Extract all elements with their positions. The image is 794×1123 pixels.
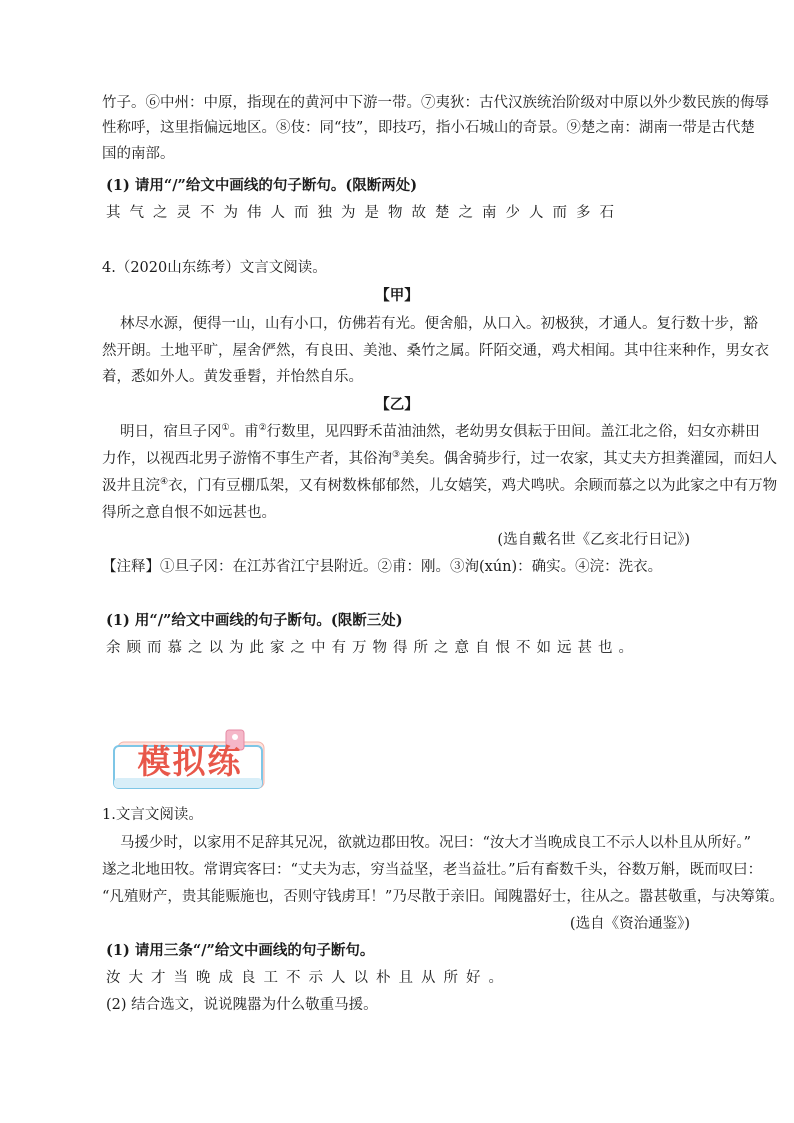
note-line: 性称呼，这里指偏远地区。⑧伎：同“技”，即技巧，指小石城山的奇景。⑨楚之南：湖南一带是古代楚 (102, 120, 755, 136)
footnote-mark: ④ (160, 477, 169, 488)
passage-line: 遂之北地田牧。常谓宾客曰：“丈夫为志，穷当益坚，老当益壮。”后有畜数千头，谷数万斛，既而叹曰： (102, 862, 763, 878)
passage-line (102, 449, 778, 469)
question-heading: 4.（2020山东练考）文言文阅读。 (102, 260, 327, 276)
passage-line: 然开朗。土地平旷，屋舍俨然，有良田、美池、桑竹之属。阡陌交通，鸡犬相闻。其中往来种作，男女衣 (102, 343, 769, 359)
footnote-mark: ② (258, 423, 267, 434)
source-citation: (选自戴名世《乙亥北行日记》) (497, 532, 690, 548)
footnote-mark: ③ (392, 450, 401, 461)
section-banner (112, 728, 268, 792)
passage-text: 力作，以视西北男子游惰不事生产者，其俗洵 (102, 451, 392, 467)
passage-text: 美矣。偶舍骑步行，过一农家，其丈夫方担粪灌园，而妇人 (400, 451, 778, 467)
passage-line: 着，悉如外人。黄发垂髫，并怡然自乐。 (102, 369, 363, 385)
passage-line: “凡殖财产，贵其能赈施也，否则守钱虏耳！”乃尽散于亲旧。闻隗嚣好士，往从之。嚣甚敬重，与决筹策。 (102, 889, 784, 905)
passage-line: 马援少时，以家用不足辞其兄况，欲就边郡田牧。况曰：“汝大才当晚成良工不示人以朴且从所好。” (120, 835, 752, 851)
question-prompt: (1) 用“/”给文中画线的句子断句。(限断三处) (106, 612, 403, 629)
punctuation-sentence: 其气之灵不为伟人而独为是物故楚之南少人而多石 (106, 205, 623, 221)
passage-line (102, 476, 778, 496)
section-label-yi: 【乙】 (375, 396, 419, 413)
note-line: 竹子。⑥中州：中原，指现在的黄河中下游一带。⑦夷狄：古代汉族统治阶级对中原以外少数民族的侮辱 (102, 95, 769, 111)
banner-title: 模拟练 (137, 742, 243, 781)
question-prompt: (1) 请用“/”给文中画线的句子断句。(限断两处) (106, 177, 418, 194)
section-label-jia: 【甲】 (375, 287, 419, 304)
punctuation-sentence: 余顾而慕之以为此家之中有万物得所之意自恨不如远甚也。 (106, 640, 639, 656)
annotation-notes: 【注释】①旦子冈：在江苏省江宁县附近。②甫：刚。③洵(xún)：确实。④浣：洗衣。 (102, 559, 663, 575)
passage-text: 。甫 (229, 424, 259, 440)
passage-text: 衣，门有豆棚瓜架，又有树数株郁郁然，儿女嬉笑，鸡犬鸣吠。余顾而慕之以为此家之中有万物 (168, 478, 778, 494)
passage-line: 林尽水源，便得一山，山有小口，仿佛若有光。便舍船，从口入。初极狭，才通人。复行数十步，豁 (120, 316, 758, 332)
passage-line: 得所之意自恨不如远甚也。 (102, 505, 276, 521)
passage-line (120, 422, 760, 442)
punctuation-sentence: 汝大才当晚成良工不示人以朴且从所好。 (106, 970, 511, 986)
footnote-mark: ① (221, 423, 230, 434)
question-prompt: (1) 请用三条“/”给文中画线的句子断句。 (106, 942, 375, 959)
question-heading: 1.文言文阅读。 (102, 807, 203, 823)
passage-text: 明日，宿旦子冈 (120, 424, 222, 440)
note-line: 国的南部。 (102, 146, 175, 162)
source-citation: (选自《资治通鉴》) (569, 916, 690, 932)
question-prompt: (2) 结合选文，说说隗嚣为什么敬重马援。 (106, 997, 378, 1013)
passage-text: 行数里，见四野禾苗油油然，老幼男女俱耘于田间。盖江北之俗，妇女亦耕田 (266, 424, 760, 440)
passage-text: 汲井且浣 (102, 478, 160, 494)
